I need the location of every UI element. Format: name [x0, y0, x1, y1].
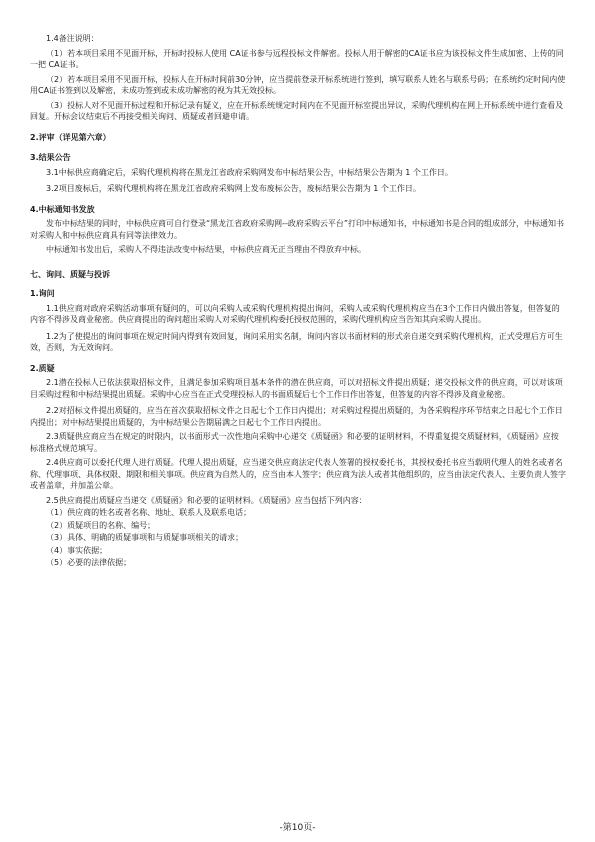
challenge-list-item: （4）事实依据；: [46, 545, 108, 555]
note-paragraph-1: （1）若本项目采用不见面开标，开标时投标人使用 CA证书参与远程投标文件解密。投标人用于解密的CA证书应为该投标文件生成加密、上传的同一把 CA证书。: [30, 48, 564, 69]
challenge-list-item: （5）必要的法律依据；: [46, 558, 132, 567]
page-number: -第10页-: [279, 823, 316, 833]
challenge-paragraph-3: 2.3质疑供应商应当在规定的时限内，以书面形式一次性地向采购中心递交《质疑函》和必要的证明材料，不得重复提交质疑材料，《质疑函》应按标准格式规范填写。: [30, 432, 559, 453]
note-heading: 1.4备注说明：: [46, 34, 99, 43]
note-paragraph-2: （2）若本项目采用不见面开标，投标人在开标时间前30分钟，应当提前登录开标系统进行签到，填写联系人姓名与联系号码；在系统约定时间内使用CA证书签到以及解密，未成功签到或未成功解密的视为其无效投标。: [30, 74, 566, 95]
notice-heading: 4.中标通知书发放: [30, 204, 95, 214]
challenge-paragraph-1: 2.1潜在投标人已依法获取招标文件，且满足参加采购项目基本条件的潜在供应商，可以对招标文件提出质疑；递交投标文件的供应商，可以对该项目采购过程和中标结果提出质疑。采购中心应当在正式受理投标人的书面质疑后七个工作日作出答复，但答复的内容不得涉及商业秘密。: [30, 378, 563, 399]
challenge-paragraph-2: 2.2对招标文件提出质疑的，应当在首次获取招标文件之日起七个工作日内提出；对采购过程提出质疑的，为各采购程序环节结束之日起七个工作日内提出；对中标结果提出质疑的，为中标结果公告期届满之日起七个工作日内提出。: [30, 406, 563, 427]
notice-paragraph-1: 发布中标结果的同时，中标供应商可自行登录“黑龙江省政府采购网--政府采购云平台”打印中标通知书，中标通知书是合同的组成部分，中标通知书对采购人和中标供应商具有同等法律效力。: [30, 219, 565, 240]
review-heading: 2.评审（详见第六章）: [30, 132, 111, 142]
inquiry-paragraph-2: 1.2为了使提出的询问事项在规定时间内得到有效回复，询问采用实名制，询问内容以书面材料的形式亲自递交到采购代理机构，正式受理后方可生效，否则，为无效询问。: [30, 331, 563, 352]
challenge-paragraph-4: 2.4供应商可以委托代理人进行质疑。代理人提出质疑，应当递交供应商法定代表人签署的授权委托书，其授权委托书应当载明代理人的姓名或者名称、代理事项、具体权限、期限和相关事项。供应商为自然人的，应当由本人签字；供应商为法人或者其他组织的，应当由法定代表人、主要负责人签字或者盖章，并加盖公章。: [30, 458, 566, 490]
result-paragraph-1: 3.1中标供应商确定后，采购代理机构将在黑龙江省政府采购网发布中标结果公告，中标结果公告期为 1 个工作日。: [46, 167, 453, 177]
result-paragraph-2: 3.2项目废标后，采购代理机构将在黑龙江省政府采购网上发布废标公告，废标结果公告期为 1 个工作日。: [46, 184, 421, 193]
notice-paragraph-2: 中标通知书发出后，采购人不得违法改变中标结果，中标供应商无正当理由不得放弃中标。: [46, 245, 366, 254]
challenge-list-item: （1）供应商的姓名或者名称、地址、联系人及联系电话；: [46, 508, 252, 517]
inquiry-paragraph-1: 1.1供应商对政府采购活动事项有疑问的，可以向采购人或采购代理机构提出询问，采购人或采购代理机构应当在3个工作日内做出答复，但答复的内容不得涉及商业秘密。供应商提出的询问超出采购人对采购代理机构委托授权范围的，采购代理机构应当告知其向采购人提出。: [30, 303, 560, 324]
note-paragraph-3: （3）投标人对不见面开标过程和开标记录有疑义，应在开标系统规定时间内在不见面开标室提出异议，采购代理机构在网上开标系统中进行查看及回复。开标会议结束后不再接受相关询问、质疑或者回避申请。: [30, 100, 564, 121]
result-heading: 3.结果公告: [30, 153, 71, 162]
page-content: [30, 33, 566, 569]
inquiry-heading: 1.询问: [30, 289, 55, 298]
section-seven-heading: 七、询问、质疑与投诉: [30, 269, 110, 279]
challenge-list-item: （3）具体、明确的质疑事项和与质疑事项相关的请求；: [46, 533, 244, 542]
challenge-list-item: （2）质疑项目的名称、编号；: [46, 520, 156, 530]
challenge-paragraph-5: 2.5供应商提出质疑应当递交《质疑函》和必要的证明材料。《质疑函》应当包括下列内容：: [46, 495, 367, 505]
challenge-heading: 2.质疑: [30, 363, 55, 373]
